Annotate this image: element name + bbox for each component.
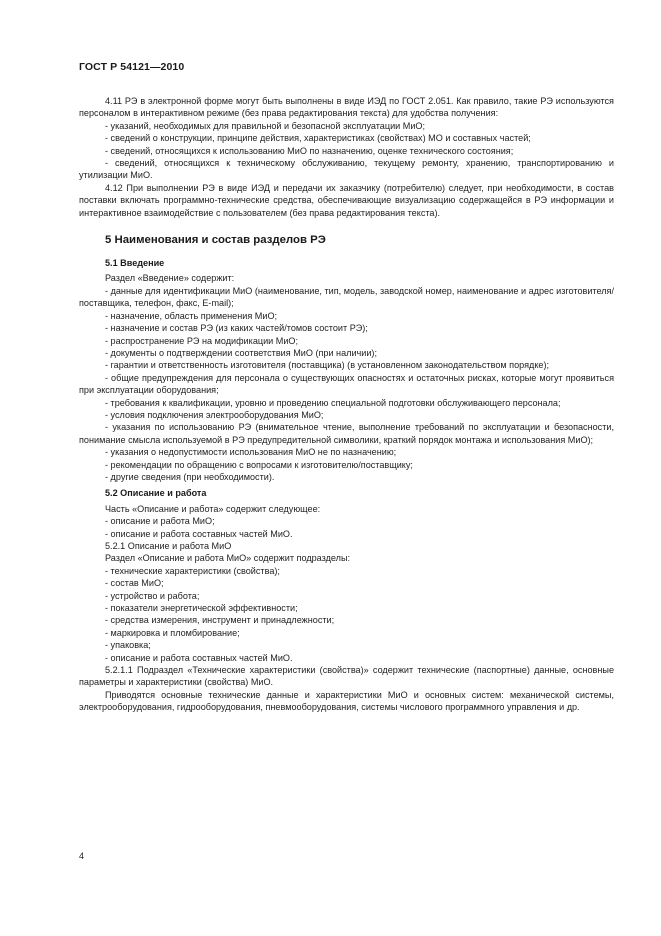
section-5-2-1-intro: Раздел «Описание и работа МиО» содержит подразделы:: [105, 553, 351, 564]
list-item: - указания о недопустимости использования МиО не по назначению;: [105, 447, 397, 458]
list-item: - описание и работа составных частей МиО.: [105, 528, 293, 539]
section-5-title: 5 Наименования и состав разделов РЭ: [105, 234, 326, 247]
paragraph-4-11: 4.11 РЭ в электронной форме могут быть выполнены в виде ИЭД по ГОСТ 2.051. Как правило, такие РЭ используются персоналом в интерактивном режиме (без права редактирования текста) для удобства получения:: [79, 96, 614, 119]
list-item: - сведений о конструкции, принципе действия, характеристиках (свойствах) МО и составных частей;: [105, 133, 531, 144]
document-header: ГОСТ Р 54121—2010: [79, 61, 185, 73]
list-item: - рекомендации по обращению с вопросами к изготовителю/поставщику;: [105, 459, 413, 470]
paragraph-5-2-1-1-cont: Приводятся основные технические данные и характеристики МиО и основных систем: механической системы, электрооборудования, гидрооборудования, пневмооборудования, системы числового программного управления и др.: [79, 689, 614, 713]
list-item: - гарантии и ответственность изготовителя (поставщика) (в установленном законодательством порядке);: [105, 360, 550, 371]
section-5-2-intro: Часть «Описание и работа» содержит следующее:: [105, 503, 321, 514]
list-item: - назначение и состав РЭ (из каких частей/томов состоит РЭ);: [105, 323, 368, 334]
list-item: - сведений, относящихся к техническому обслуживанию, текущему ремонту, хранению, транспортированию и утилизации МиО.: [79, 158, 614, 181]
list-item: - показатели энергетической эффективности;: [105, 603, 298, 614]
document-body: [79, 95, 614, 714]
list-item: - документы о подтверждении соответствия МиО (при наличии);: [105, 347, 377, 358]
list-item: - другие сведения (при необходимости).: [105, 471, 275, 482]
section-5-2-1-title: 5.2.1 Описание и работа МиО: [105, 541, 232, 551]
list-item: - средства измерения, инструмент и принадлежности;: [105, 615, 335, 626]
section-5-1-intro: Раздел «Введение» содержит:: [105, 273, 235, 284]
list-item: - указаний, необходимых для правильной и безопасной эксплуатации МиО;: [105, 120, 426, 131]
list-item: - устройство и работа;: [105, 590, 200, 601]
list-item: - назначение, область применения МиО;: [105, 310, 278, 321]
paragraph-4-12: 4.12 При выполнении РЭ в виде ИЭД и передачи их заказчику (потребителю) следует, при необходимости, в состав поставки включать программно-технические средства, обеспечивающие визуализацию содержащейся в РЭ информации и интерактивное взаимодействие с пользователем (без права редактирования текста).: [79, 182, 614, 218]
list-item: - маркировка и пломбирование;: [105, 627, 240, 638]
section-5-1-title: 5.1 Введение: [105, 258, 165, 269]
list-item: - общие предупреждения для персонала о существующих опасностях и остаточных рисках, которые могут проявиться при эксплуатации оборудования;: [79, 372, 614, 396]
list-item: - состав МиО;: [105, 578, 164, 589]
list-item: - описание и работа составных частей МиО.: [105, 652, 293, 663]
list-item: - упаковка;: [105, 640, 151, 651]
list-item: - распространение РЭ на модификации МиО;: [105, 335, 299, 346]
page-number: 4: [79, 851, 85, 861]
list-item: - данные для идентификации МиО (наименование, тип, модель, заводской номер, наименование и адрес изготовителя/поставщика, телефон, факс, E-mail);: [79, 285, 614, 309]
section-5-2-title: 5.2 Описание и работа: [105, 488, 207, 499]
list-item: - сведений, относящихся к использованию МиО по назначению, оценке технического состояния;: [105, 145, 514, 156]
list-item: - описание и работа МиО;: [105, 516, 215, 527]
list-item: - указания по использованию РЭ (внимательное чтение, выполнение требований по эксплуатации и безопасности, понимание смысла используемой в РЭ предупредительной символики, краткий порядок монтажа и использования МиО);: [79, 422, 614, 445]
list-item: - условия подключения электрооборудования МиО;: [105, 409, 324, 420]
list-item: - требования к квалификации, уровню и проведению специальной подготовки обслуживающего персонала;: [105, 397, 561, 408]
paragraph-5-2-1-1: 5.2.1.1 Подраздел «Технические характеристики (свойства)» содержит технические (паспортные) данные, основные параметры и характеристики (свойства) МиО.: [79, 665, 614, 688]
list-item: - технические характеристики (свойства);: [105, 565, 280, 576]
